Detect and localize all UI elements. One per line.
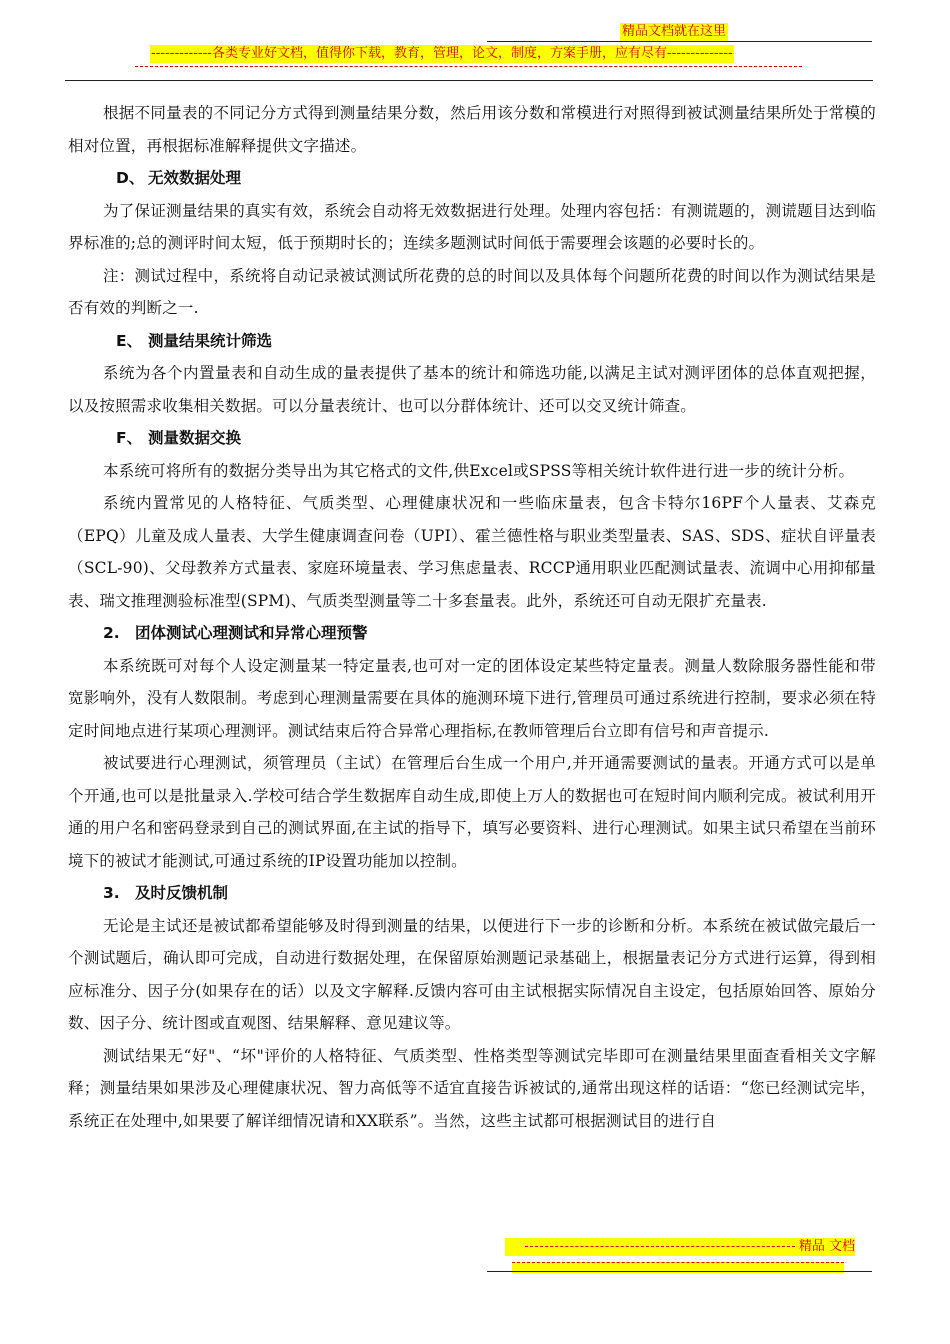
section-heading-f	[68, 422, 876, 455]
footer-rule	[487, 1271, 872, 1272]
paragraph: 被试要进行心理测试，须管理员（主试）在管理后台生成一个用户,并开通需要测试的量表。开通方式可以是单个开通,也可以是批量录入.学校可结合学生数据库自动生成,即使上万人的数据也可在短时间内顺利完成。被试利用开通的用户名和密码登录到自己的测试界面,在主试的指导下，填写必要资料、进行心理测试。如果主试只希望在当前环境下的被试才能测试,可通过系统的IP设置功能加以控制。	[68, 754, 876, 870]
header-banner: -------------各类专业好文档，值得你下载，教育，管理，论文，制度，方案手册，应有尽有--------------	[151, 46, 733, 61]
section-number: 2.	[103, 624, 120, 642]
section-number: F、	[116, 429, 143, 447]
paragraph: 无论是主试还是被试都希望能够及时得到测量的结果，以便进行下一步的诊断和分析。本系统在被试做完最后一个测试题后，确认即可完成，自动进行数据处理，在保留原始测题记录基础上，根据量表记分方式进行运算，得到相应标准分、因子分(如果存在的话）以及文字解释.反馈内容可由主试根据实际情况自主设定，包括原始回答、原始分数、因子分、统计图或直观图、结果解释、意见建议等。	[68, 916, 876, 1032]
footer-banner	[505, 1238, 855, 1256]
section-title: 及时反馈机制	[135, 884, 229, 902]
footer-label: 精品 文档	[798, 1239, 855, 1254]
paragraph: 根据不同量表的不同记分方式得到测量结果分数，然后用该分数和常模进行对照得到被试测量结果所处于常模的相对位置，再根据标准解释提供文字描述。	[68, 104, 876, 155]
paragraph: 系统为各个内置量表和自动生成的量表提供了基本的统计和筛选功能,以满足主试对测评团体的总体直观把握，以及按照需求收集相关数据。可以分量表统计、也可以分群体统计、还可以交叉统计筛查。	[68, 364, 876, 415]
header-dashed-line	[135, 66, 802, 67]
paragraph: 注：测试过程中，系统将自动记录被试测试所花费的总的时间以及具体每个问题所花费的时间以作为测试结果是否有效的判断之一.	[68, 266, 876, 317]
header-top-rule	[487, 41, 872, 42]
section-heading-d	[68, 162, 876, 195]
paragraph: 测试结果无“好"、“坏"评价的人格特征、气质类型、性格类型等测试完毕即可在测量结果里面查看相关文字解释；测量结果如果涉及心理健康状况、智力高低等不适宜直接告诉被试的,通常出现这样的话语：“您已经测试完毕，系统正在处理中,如果要了解详细情况请和XX联系”。当然，这些主试都可根据测试目的进行自	[68, 1046, 876, 1130]
section-heading-e	[68, 325, 876, 358]
header-badge: 精品文档就在这里	[622, 24, 727, 39]
paragraph: 本系统既可对每个人设定测量某一特定量表,也可对一定的团体设定某些特定量表。测量人数除服务器性能和带宽影响外，没有人数限制。考虑到心理测量需要在具体的施测环境下进行,管理员可通过系统进行控制，要求必须在特定时间地点进行某项心理测评。测试结束后符合异常心理指标,在教师管理后台立即有信号和声音提示.	[68, 656, 876, 740]
section-title: 无效数据处理	[148, 169, 242, 187]
section-title: 团体测试心理测试和异常心理预警	[135, 624, 368, 642]
document-body	[68, 97, 876, 1137]
section-title: 测量结果统计筛选	[148, 331, 273, 350]
section-title: 测量数据交换	[148, 429, 242, 447]
footer-dash	[525, 1246, 795, 1247]
paragraph: 为了保证测量结果的真实有效，系统会自动将无效数据进行处理。处理内容包括：有测谎题的，测谎题目达到临界标准的;总的测评时间太短，低于预期时长的；连续多题测试时间低于需要理会该题的必要时长的。	[68, 201, 876, 252]
header-rule	[65, 80, 873, 81]
section-number: 3.	[103, 884, 120, 902]
section-heading-3	[68, 877, 876, 910]
paragraph: 本系统可将所有的数据分类导出为其它格式的文件,供Excel或SPSS等相关统计软件进行进一步的统计分析。	[103, 461, 855, 480]
section-heading-2	[68, 617, 876, 650]
section-number: E、	[116, 331, 143, 350]
paragraph: 系统内置常见的人格特征、气质类型、心理健康状况和一些临床量表，包含卡特尔16PF个人量表、艾森克（EPQ）儿童及成人量表、大学生健康调查问卷（UPI）、霍兰德性格与职业类型量表、SAS、SDS、症状自评量表（SCL-90)、父母教养方式量表、家庭环境量表、学习焦虑量表、RCCP通用职业匹配测试量表、流调中心用抑郁量表、瑞文推理测验标准型(SPM)、气质类型测量等二十多套量表。此外，系统还可自动无限扩充量表.	[68, 494, 876, 610]
section-number: D、	[116, 169, 145, 187]
